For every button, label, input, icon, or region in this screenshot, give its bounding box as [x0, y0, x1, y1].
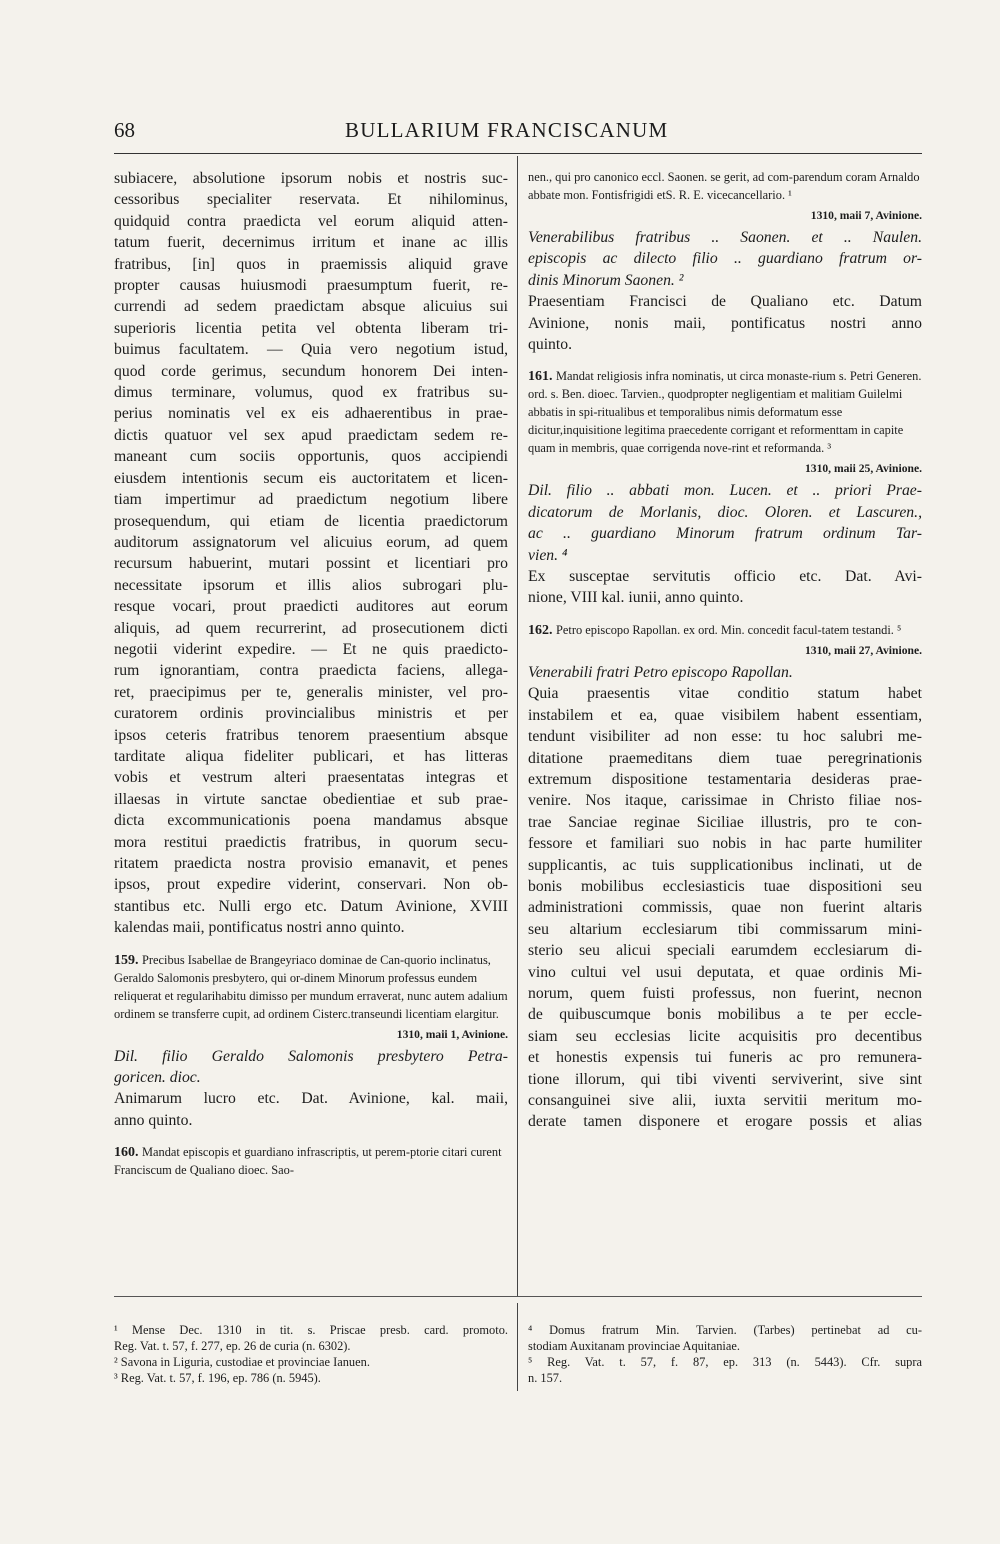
text-line: fratribus, [in] quos in praemissis aliquid grave	[114, 255, 508, 273]
text-line: dicta excommunicationis poena mandamus absque	[114, 812, 508, 830]
entry-161-text	[528, 566, 922, 609]
entry-160-summary	[114, 1143, 508, 1179]
text-line: n. 157.	[528, 1371, 563, 1385]
text-line: quinto.	[528, 336, 573, 354]
text-line: tatum fuerit, decernimus irritum et inane ac illis	[114, 234, 508, 252]
text-line: 162. Petro episcopo Rapollan. ex ord. Min. concedit facul-	[528, 622, 822, 638]
text-line: ³ Reg. Vat. t. 57, f. 196, ep. 786 (n. 5945).	[114, 1371, 321, 1385]
footnote-rule	[114, 1296, 922, 1297]
text-line: superioris licentia petita vel obtenta liberam tri-	[114, 319, 508, 337]
text-line: tendunt visibiliter ad non esse: tu hoc salubri me-	[528, 728, 922, 746]
text-line: administrationi commissis, quae non fuerint altaris	[528, 899, 922, 917]
entry-159-address	[114, 1046, 508, 1089]
text-line: currendi ad sedem praedictam absque alicuius sui	[114, 298, 508, 316]
text-line: propter negligentiam et malitiam Guilelmi abbatis in spi-	[528, 387, 903, 420]
text-line: aliquis, ad quem recurrerint, ad prosecutionem dicti	[114, 619, 508, 637]
running-title: BULLARIUM FRANCISCANUM	[345, 118, 669, 142]
text-line: kalendas maii, pontificatus nostri anno quinto.	[114, 919, 405, 937]
text-line: ritatem praedicta nostra provisio emanavit, et penes	[114, 855, 508, 872]
text-line: dinis Minorum Saonen. ²	[528, 271, 684, 289]
text-line: propter causas huiusmodi praesumptum fuerit, re-	[114, 277, 508, 295]
text-line: inquisitione legitima praecedente corrigant et reforment	[562, 423, 840, 438]
text-line: negotii viderint expedire. — Et ne quis praedicto-	[114, 640, 508, 658]
text-line: tam in capite quam in membris, quae corrigenda nove-	[528, 423, 904, 456]
text-line: parendum coram Arnaldo abbate mon. Fontisfrigidi et	[528, 170, 920, 202]
text-line: Avinione, nonis maii, pontificatus nostri anno	[528, 314, 922, 332]
entry-162-summary	[528, 621, 922, 639]
text-line: 159. Precibus Isabellae de Brangeyriaco dominae de Can-	[114, 952, 405, 968]
text-line: necessitate ipsorum et illis alios subrogari plu-	[114, 576, 508, 594]
text-line: quidquid contra praedicta vel eorum aliquid atten-	[114, 212, 508, 230]
text-line: Quia praesentis vitae conditio statum habet	[528, 685, 922, 703]
entry-159-date: 1310, maii 1, Avinione.	[396, 1027, 508, 1041]
text-line: ⁴ Domus fratrum Min. Tarvien. (Tarbes) pertinebat ad cu-	[528, 1323, 922, 1337]
text-line: Venerabilibus fratribus .. Saonen. et .. Naulen.	[528, 229, 922, 246]
text-line: stodiam Auxitanam provinciae Aquitaniae.	[528, 1339, 740, 1353]
entry-160-date: 1310, maii 7, Avinione.	[810, 209, 922, 222]
text-line: episcopis ac dilecto filio .. guardiano fratrum or-	[528, 250, 922, 268]
entry-161-date: 1310, maii 25, Avinione.	[804, 462, 922, 476]
text-line: illaesas in virtute sanctae obedientiae et sub prae-	[114, 790, 508, 808]
text-line: eiusdem intentionis secum eis auctoritatem et licen-	[114, 469, 508, 487]
entry-162-text	[528, 683, 922, 1133]
entry-159-summary	[114, 951, 508, 1023]
text-line: dimus terminare, volumus, quod ex fratribus su-	[114, 384, 508, 402]
text-line: prosequendum, qui etiam de licentia praedictorum	[114, 512, 508, 530]
footnotes-right	[528, 1322, 922, 1386]
text-line: Reg. Vat. t. 57, f. 277, ep. 26 de curia (n. 6302).	[114, 1339, 351, 1353]
text-line: mora restitui praedictis fratribus, in quorum secu-	[114, 833, 508, 851]
text-line: Dil. filio .. abbati mon. Lucen. et .. priori Prae-	[528, 482, 922, 500]
text-line: stantibus etc. Nulli ergo etc. Datum Avinione, XVIII	[114, 897, 508, 915]
text-line: rum ignorantiam, contra praedicta faciens, allega-	[114, 662, 508, 680]
text-line: maneant cum sociis opportunis, quos accipiendi	[114, 448, 508, 466]
text-line: anno quinto.	[114, 1111, 193, 1129]
text-line: buimus facultatem. — Quia vero negotium istud,	[114, 341, 508, 359]
text-line: et honestis expensis tui funeris ac pro remunera-	[528, 1049, 922, 1067]
text-line: dicatorum de Morlanis, dioc. Oloren. et Lascuren.,	[528, 503, 922, 521]
text-line: norum, quem fuisti professus, non fuerint, necnon	[528, 984, 922, 1002]
header-rule	[114, 153, 922, 154]
text-line: dictis quatuor vel sex apud praedictam sedem re-	[114, 426, 508, 444]
text-line: ² Savona in Liguria, custodiae et provinciae Ianuen.	[114, 1355, 370, 1369]
entry-number: 160.	[114, 1145, 142, 1161]
text-line: venire. Nos itaque, carissimae in Christo filiae nos-	[528, 792, 922, 810]
text-line: S. R. E. vicecancellario. ¹	[665, 188, 792, 202]
text-line: Dil. filio Geraldo Salomonis presbytero Petra-	[114, 1047, 508, 1065]
text-line: ⁵ Reg. Vat. t. 57, f. 87, ep. 313 (n. 5443). Cfr. supra	[528, 1355, 922, 1369]
text-line: resque vocari, prout praedicti auditores aut eorum	[114, 598, 508, 616]
page-number: 68	[114, 118, 135, 142]
text-line: nione, VIII kal. iunii, anno quinto.	[528, 589, 744, 607]
text-line: ipsos, prout expedire viderint, conservari. Non ob-	[114, 876, 508, 894]
text-line: tione illorum, qui tibi viventi serviverint, sive sint	[528, 1070, 922, 1088]
text-line: cessoribus specialiter reservata. Et nihilominus,	[114, 191, 508, 209]
text-line: ditatione praemeditans diem tuae peregrinationis	[528, 749, 922, 767]
text-line: tarditate aliqua fideliter publicari, et has litteras	[114, 747, 508, 765]
text-line: Praesentiam Francisci de Qualiano etc. Datum	[528, 293, 922, 311]
entry-162-date: 1310, maii 27, Avinione.	[804, 643, 922, 657]
text-line: tatem testandi. ⁵	[821, 622, 902, 637]
text-line: vino cultui vel usui deputata, et quae ordinis Mi-	[528, 963, 922, 981]
text-line: curatorem ordinis provincialibus ministris et per	[114, 705, 508, 723]
text-line: recursum habuerint, mutari possint et licentiari pro	[114, 555, 508, 573]
text-line: nen., qui pro canonico eccl. Saonen. se gerit, ad com-	[528, 170, 793, 184]
text-line: ret, praecipimus per te, generalis minister, vel pro-	[114, 683, 508, 701]
text-line: subiacere, absolutione ipsorum nobis et nostris suc-	[114, 170, 508, 187]
text-line: quorio inclinatus, Geraldo Salomonis presbytero, qui or-	[114, 952, 491, 985]
entry-160-address	[528, 227, 922, 291]
entry-number: 161.	[528, 369, 556, 385]
entry-160-text	[528, 291, 922, 355]
text-line: consanguinei sive alii, iuxta servitii meritum mo-	[528, 1092, 922, 1109]
text-line: quod corde gerimus, secundum honorem Dei inten-	[114, 362, 508, 380]
text-line: ritualibus et temporalibus nimis deformatum esse dicitur,	[528, 405, 843, 438]
text-line: fessore et familiari suo nobis in hac parte humiliter	[528, 835, 922, 853]
text-line: derate tamen disponere et erogare possis et alias	[528, 1113, 922, 1131]
text-line: alium ordinem se transferre cupit, ad ordinem Cisterc.	[114, 988, 508, 1021]
entry-159-text	[114, 1088, 508, 1131]
text-line: rium s. Petri Generen. ord. s. Ben. dioec. Tarvien., quod	[528, 369, 922, 402]
text-line: ptorie citari curent Franciscum de Qualiano dioec. Sao-	[114, 1145, 502, 1178]
text-line: tiam impertimur ad praedictum negotium libere	[114, 491, 508, 509]
right-column	[528, 168, 922, 1133]
text-line: vien. ⁴	[528, 546, 568, 564]
main-text	[114, 168, 508, 939]
text-line: ipsos ceteris fratribus tenorem praesentium absque	[114, 726, 508, 744]
entry-number: 159.	[114, 952, 142, 968]
left-column	[114, 168, 508, 1179]
footnotes-left	[114, 1322, 508, 1386]
entry-162-address	[528, 662, 922, 683]
text-line: dinem Minorum professus eundem reliquerat et regulari	[114, 970, 478, 1003]
text-line: supplicantis, ac tuis supplicationibus inclinati, ut de	[528, 856, 922, 874]
text-line: Ex susceptae servitutis officio etc. Dat. Avi-	[528, 568, 922, 586]
text-line: de quibuscumque bonis mobilibus a te per eccle-	[528, 1006, 922, 1024]
text-line: seu altarium ecclesiarum tibi commissarum mini-	[528, 920, 922, 938]
text-line: 160. Mandat episcopis et guardiano infrascriptis, ut perem-	[114, 1145, 411, 1161]
text-line: auditorum assignatorum vel alicuius eorum, ad quem	[114, 533, 508, 551]
text-line: ¹ Mense Dec. 1310 in tit. s. Priscae presb. card. promoto.	[114, 1323, 508, 1337]
footnote-column-divider	[517, 1303, 518, 1391]
text-line: habitu dimisso per mundum erraverat, nunc autem ad	[215, 988, 480, 1003]
text-line: transeundi licentiam elargitur.	[350, 1006, 499, 1021]
text-line: goricen. dioc.	[114, 1069, 201, 1087]
text-line: perius nominatis vel ex eis adhaerentibus in prae-	[114, 405, 508, 423]
text-line: bonis mobilibus ecclesiasticis tuae dispositioni seu	[528, 877, 922, 895]
entry-number: 162.	[528, 622, 556, 638]
text-line: vobis et vestrum alteri praesentatas integras et	[114, 769, 508, 787]
text-line: siam seu ecclesias licite acquisitis pro decentibus	[528, 1027, 922, 1045]
entry-160-summary-cont	[528, 168, 922, 204]
text-line: extremum dispositione testamentaria desideras prae-	[528, 770, 922, 788]
text-line: 161. Mandat religiosis infra nominatis, ut circa monaste-	[528, 369, 813, 385]
text-line: Animarum lucro etc. Dat. Avinione, kal. maii,	[114, 1090, 508, 1108]
text-line: trae Sanciae reginae Siciliae illustris, pro te con-	[528, 813, 922, 831]
text-line: ac .. guardiano Minorum fratrum ordinum Tar-	[528, 525, 922, 543]
text-line: instabilem et ea, quae visibilem habent essentiam,	[528, 706, 922, 724]
column-divider	[517, 156, 518, 1296]
text-line: rint et reformanda. ³	[731, 441, 832, 456]
entry-161-address	[528, 480, 922, 566]
text-line: Venerabili fratri Petro episcopo Rapollan.	[528, 663, 793, 681]
entry-161-summary	[528, 367, 922, 457]
text-line: sterio seu alicui speciali earumdem ecclesiarum di-	[528, 942, 922, 960]
